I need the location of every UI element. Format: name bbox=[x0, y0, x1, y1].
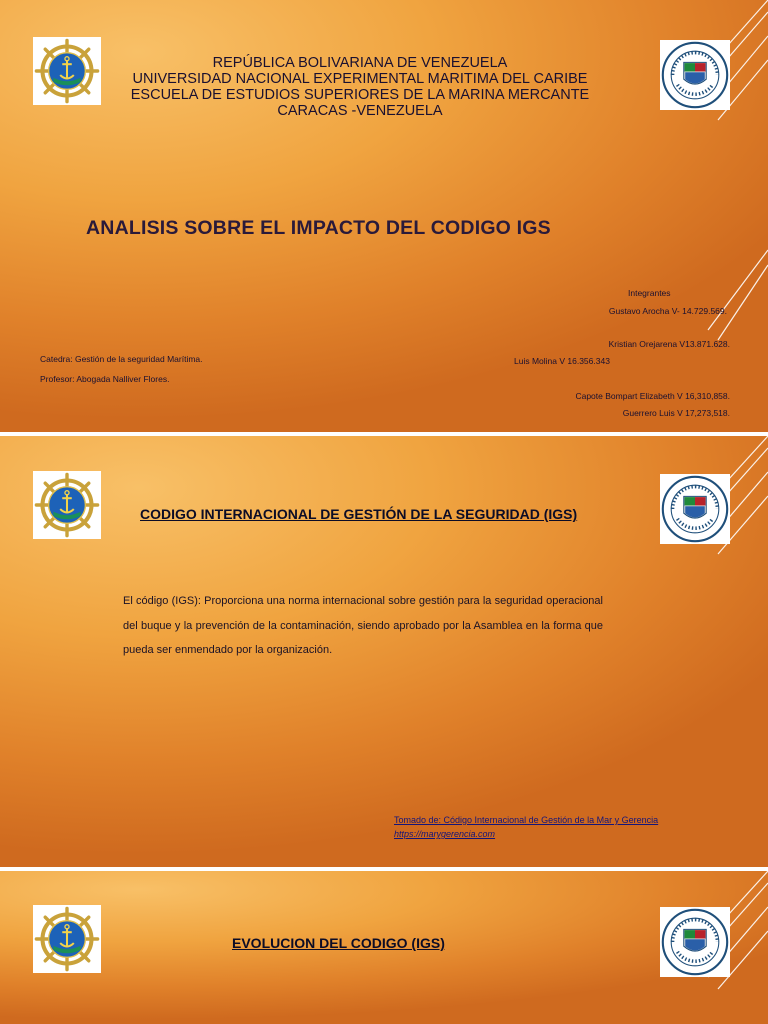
source-link[interactable]: https://marygerencia.com bbox=[394, 829, 496, 839]
profesor-text: Profesor: Abogada Nalliver Flores. bbox=[40, 374, 170, 384]
school-logo-left-icon bbox=[33, 37, 101, 105]
institution-header bbox=[110, 55, 610, 119]
slide-title bbox=[0, 0, 768, 432]
catedra-text: Catedra: Gestión de la seguridad Marítima. bbox=[40, 354, 203, 364]
igs-section-title: CODIGO INTERNACIONAL DE GESTIÓN DE LA SEGURIDAD (IGS) bbox=[140, 506, 578, 522]
member-3: Luis Molina V 16.356.343 bbox=[514, 356, 610, 366]
member-1: Gustavo Arocha V- 14.729.569. bbox=[608, 306, 727, 316]
member-2: Kristian Orejarena V13.871.628. bbox=[608, 339, 730, 349]
school-logo-left-icon bbox=[33, 471, 101, 539]
school-shield-logo-right-icon bbox=[660, 907, 730, 977]
school-logo-left-icon bbox=[33, 905, 101, 973]
source-citation[interactable]: Tomado de: Código Internacional de Gestión de la Mar y Gerencia bbox=[394, 815, 659, 825]
evolution-section-title: EVOLUCION DEL CODIGO (IGS) bbox=[232, 935, 445, 951]
school-shield-logo-right-icon bbox=[660, 40, 730, 110]
igs-definition-paragraph: El código (IGS): Proporciona una norma internacional sobre gestión para la seguridad operacional del buque y la prevención de la contaminación, siendo aprobado por la Asamblea en la forma que pueda ser enmendado por la organización. bbox=[123, 595, 603, 656]
header-line-1: REPÚBLICA BOLIVARIANA DE VENEZUELA bbox=[212, 55, 508, 71]
integrantes-label: Integrantes bbox=[628, 288, 671, 298]
school-shield-logo-right-icon bbox=[660, 474, 730, 544]
header-line-3: ESCUELA DE ESTUDIOS SUPERIORES DE LA MARINA MERCANTE bbox=[130, 87, 590, 103]
member-4: Capote Bompart Elizabeth V 16,310,858. bbox=[575, 391, 730, 401]
header-line-4: CARACAS -VENEZUELA bbox=[277, 103, 443, 119]
member-5: Guerrero Luis V 17,273,518. bbox=[622, 408, 730, 418]
header-line-2: UNIVERSIDAD NACIONAL EXPERIMENTAL MARITIMA DEL CARIBE bbox=[132, 71, 588, 87]
main-title: ANALISIS SOBRE EL IMPACTO DEL CODIGO IGS bbox=[86, 217, 551, 239]
